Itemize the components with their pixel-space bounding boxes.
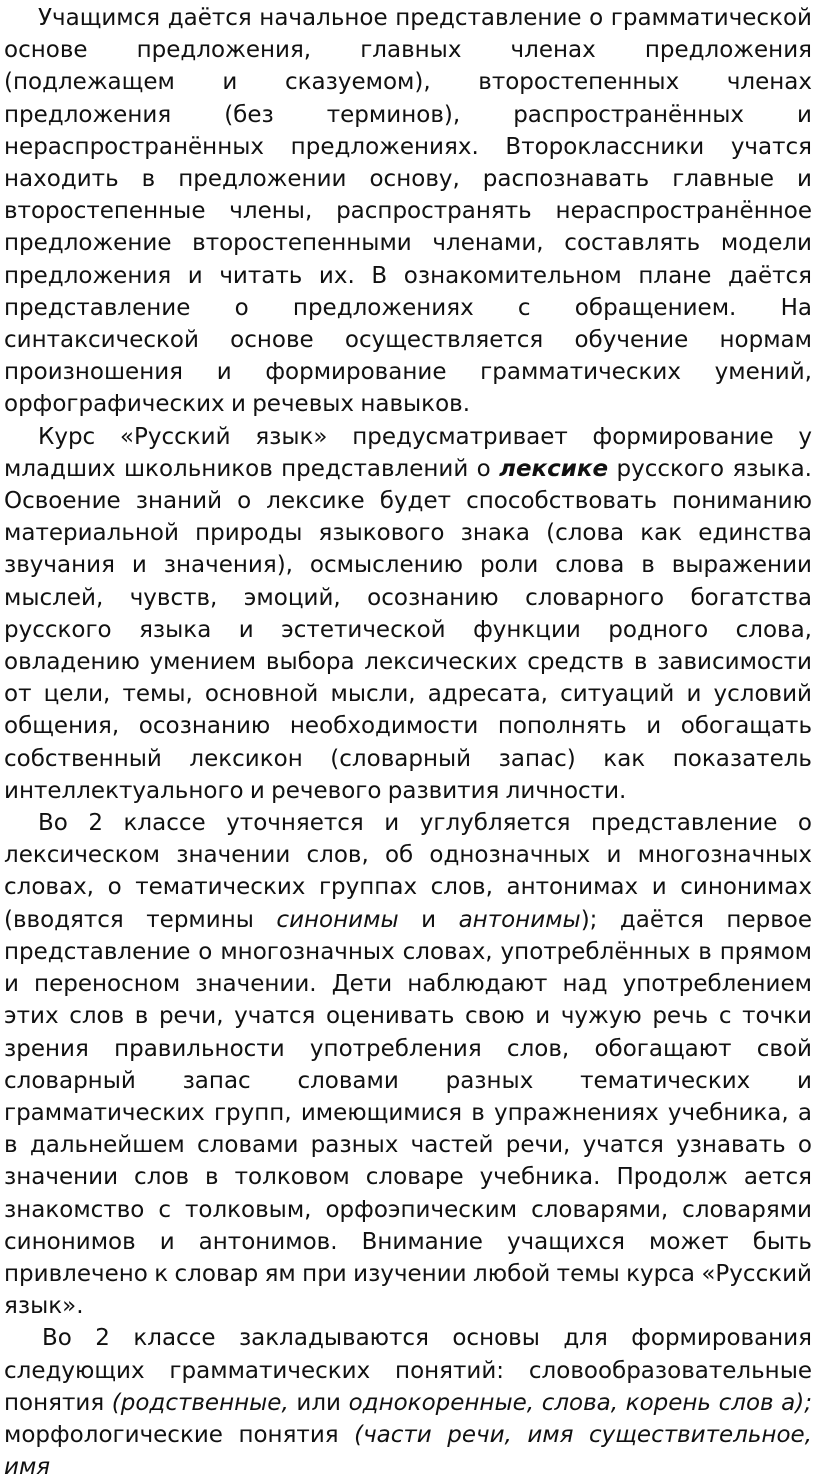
- document-page: [0, 2, 816, 1481]
- paragraph-text: или: [288, 1389, 349, 1416]
- paragraph-text: Во 2 классе закладываются основы для формирования следующих грамматических понятий: словообразовательные понятия: [4, 1325, 812, 1416]
- paragraph-text: морфологические понятия: [4, 1421, 355, 1448]
- paragraph-text: Во 2 классе уточняется и углубляется представление о лексическом значении слов, об однозначных и многозначных словах, о тематических группах слов, антонимах и синонимах (вводятся термины: [4, 810, 812, 933]
- paragraph-text: ); даётся первое представление о многозначных словах, употреблённых в прямом и переносном значении. Дети наблюдают над употреблением этих слов в речи, учатся оценивать свою и чужую речь с точки зрения правильности употребления слов, обогащают свой словарный запас словами разных тематических и грамматических групп, имеющимися в упражнениях учебника, а в дальнейшем словами разных частей речи, учатся узнавать о значении слов в толковом словаре учебника. Продолж ается знакомство с толковым, орфоэпическим словарями, словарями синонимов и антонимов. Внимание учащихся может быть привлечено к словар ям при изучении любой темы курса «Русский язык».: [4, 906, 812, 1320]
- paragraph-grammar-basis: [4, 2, 812, 421]
- italic-term-related: (родственные,: [111, 1389, 289, 1416]
- paragraph-grade2-lexical-meaning: [4, 807, 812, 1322]
- paragraph-text: Учащимся даётся начальное представление о грамматической основе предложения, главных членах предложения (подлежащем и сказуемом), второстепенных членах предложения (без терминов), распространённых и нераспространённых предложениях. Второклассники учатся находить в предложении основу, распознавать главные и второстепенные члены, распространять нераспространённое предложение второстепенными членами, составлять модели предложения и читать их. В ознакомительном плане даётся представление о предложениях с обращением. На синтаксической основе осуществляется обучение нормам произношения и формирование грамматических умений, орфографических и речевых навыков.: [4, 5, 812, 418]
- italic-term-same-root: однокоренные, слова, корень слов а);: [348, 1389, 812, 1416]
- italic-term-antonyms: антонимы: [458, 906, 581, 933]
- paragraph-text: Курс «Русский язык» предусматривает формирование у младших школьников представлений о: [4, 423, 812, 482]
- paragraph-grade2-grammar-concepts: [4, 1322, 812, 1483]
- paragraph-lexicon-course: [4, 421, 812, 807]
- paragraph-text: русского языка. Освоение знаний о лексике будет способствовать пониманию материальной природы языкового знака (слова как единства звучания и значения), осмыслению роли слова в выражении мыслей, чувств, эмоций, осознанию словарного богатства русского языка и эстетической функции родного слова, овладению умением выбора лексических средств в зависимости от цели, темы, основной мысли, адресата, ситуаций и условий общения, осознанию необходимости пополнять и обогащать собственный лексикон (словарный запас) как показатель интеллектуального и речевого развития личности.: [4, 455, 812, 804]
- paragraph-text: и: [398, 906, 459, 933]
- italic-term-synonyms: синонимы: [276, 906, 399, 933]
- italic-term-parts-of-speech: (части речи, имя существительное, имя: [4, 1421, 812, 1481]
- emphasized-term-lexika: лексике: [499, 455, 609, 482]
